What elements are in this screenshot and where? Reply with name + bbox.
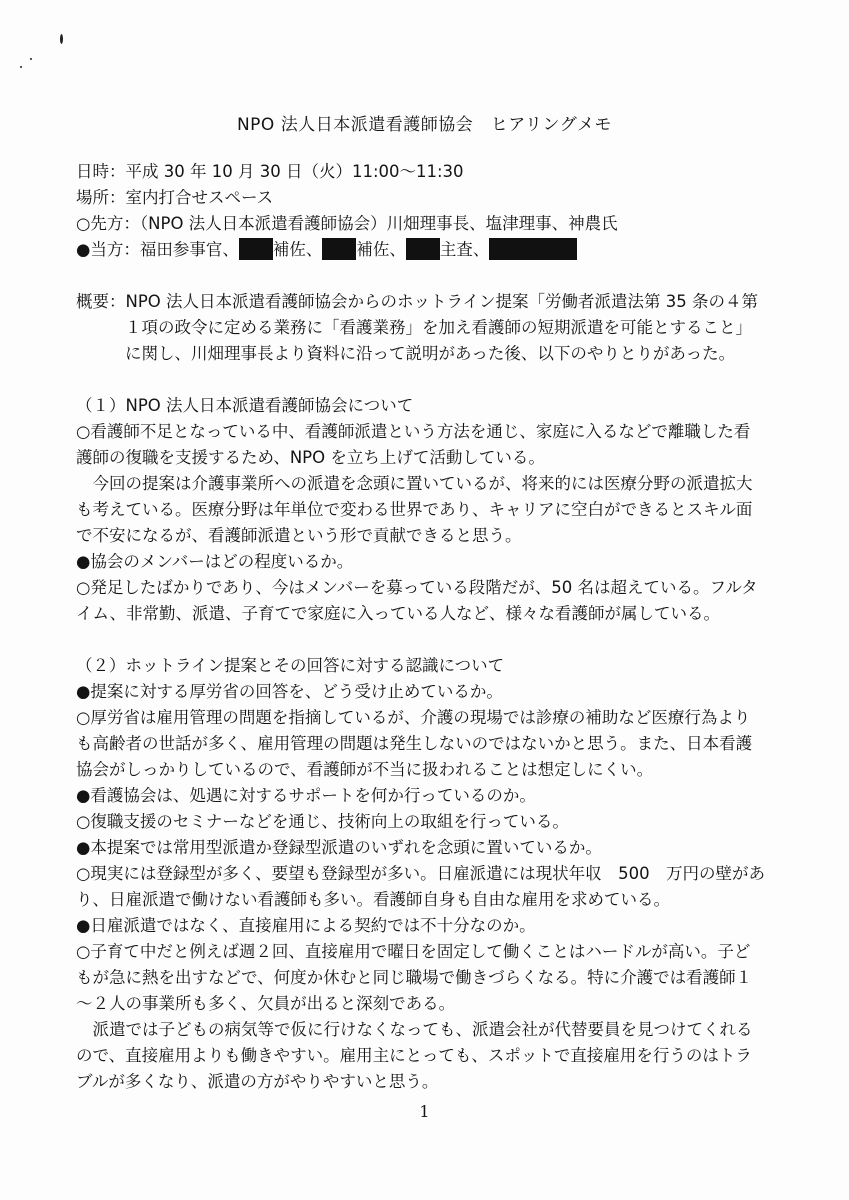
meta-date: 日時：平成 30 年 10 月 30 日（火）11:00～11:30 (76, 162, 464, 181)
redaction-block (239, 238, 273, 260)
section2-line: ●看護協会は、処遇に対するサポートを何か行っているのか。 (76, 786, 536, 805)
scan-speck (30, 58, 32, 60)
section1-line: も考えている。医療分野は年単位で変わる世界であり、キャリアに空白ができるとスキル面 (76, 500, 753, 519)
section2-line: も高齢者の世話が多く、雇用管理の問題は発生しないのではないかと思う。また、日本看護 (76, 734, 753, 753)
summary-line: に関し、川畑理事長より資料に沿って説明があった後、以下のやりとりがあった。 (125, 344, 736, 363)
section1-line: イム、非常勤、派遣、子育てで家庭に入っている人など、様々な看護師が属している。 (76, 604, 720, 623)
summary-line: 概要：NPO 法人日本派遣看護師協会からのホットライン提案「労働者派遣法第 35 条の４第 (76, 292, 759, 311)
scan-speck (20, 66, 22, 68)
redaction-block (406, 238, 440, 260)
section2-heading: （２）ホットライン提案とその回答に対する認識について (76, 656, 505, 675)
section2-line: ○現実には登録型が多く、要望も登録型が多い。日雇派遣には現状年収 500 万円の壁があ (76, 864, 766, 883)
section1-line: 今回の提案は介護事業所への派遣を念頭に置いているが、将来的には医療分野の派遣拡大 (76, 474, 753, 493)
summary-line: １項の政令に定める業務に「看護業務」を加え看護師の短期派遣を可能とすること」 (125, 318, 752, 337)
our-side-prefix: ●当方：福田参事官、 (76, 240, 239, 259)
redaction-block (322, 238, 356, 260)
meta-our-side (76, 238, 776, 262)
section2-line: ので、直接雇用よりも働きやすい。雇用主にとっても、スポットで直接雇用を行うのはトラ (76, 1046, 752, 1065)
section2-line: ～２人の事業所も多く、欠員が出ると深刻である。 (76, 994, 456, 1013)
our-side-part: 主査、 (439, 240, 490, 259)
meta-counterpart: ○先方：（NPO 法人日本派遣看護師協会）川畑理事長、塩津理事、神農氏 (76, 214, 618, 233)
section1-line: ○発足したばかりであり、今はメンバーを募っている段階だが、50 名は超えている。フルタ (76, 578, 758, 597)
section2-line: ●日雇派遣ではなく、直接雇用による契約では不十分なのか。 (76, 916, 536, 935)
section2-line: 派遣では子どもの病気等で仮に行けなくなっても、派遣会社が代替要員を見つけてくれる (76, 1020, 753, 1039)
section2-line: り、日雇派遣で働けない看護師も多い。看護師自身も自由な雇用を求めている。 (76, 890, 670, 909)
page-number: 1 (419, 1102, 430, 1121)
section2-line: ○子育て中だと例えば週２回、直接雇用で曜日を固定して働くことはハードルが高い。子ど (76, 942, 751, 961)
section2-line: ●提案に対する厚労省の回答を、どう受け止めているか。 (76, 682, 503, 701)
section1-line: で不安になるが、看護師派遣という形で貢献できると思う。 (76, 526, 522, 545)
section1-line: 護師の復職を支援するため、NPO を立ち上げて活動している。 (76, 448, 545, 467)
section2-line: ○厚労省は雇用管理の問題を指摘しているが、介護の現場では診療の補助など医療行為より (76, 708, 751, 727)
section2-line: ○復職支援のセミナーなどを通じ、技術向上の取組を行っている。 (76, 812, 569, 831)
section2-line: もが急に熱を出すなどで、何度か休むと同じ職場で働きづらくなる。特に介護では看護師１ (76, 968, 753, 987)
section2-line: ブルが多くなり、派遣の方がやりやすいと思う。 (76, 1072, 439, 1091)
section1-heading: （１）NPO 法人日本派遣看護師協会について (76, 396, 414, 415)
redaction-block (489, 238, 577, 260)
section1-line: ●協会のメンバーはどの程度いるか。 (76, 552, 354, 571)
our-side-part: 補佐、 (356, 240, 406, 259)
section2-line: ●本提案では常用型派遣か登録型派遣のいずれを念頭に置いているか。 (76, 838, 602, 857)
meta-place: 場所：室内打合せスペース (76, 188, 274, 207)
our-side-part: 補佐、 (272, 240, 323, 259)
section1-line: ○看護師不足となっている中、看護師派遣という方法を通じ、家庭に入るなどで離職した看 (76, 422, 751, 441)
section2-line: 協会がしっかりしているので、看護師が不当に扱われることは想定しにくい。 (76, 760, 654, 779)
document-title: NPO 法人日本派遣看護師協会 ヒアリングメモ (236, 115, 613, 135)
scan-speck (60, 34, 63, 44)
